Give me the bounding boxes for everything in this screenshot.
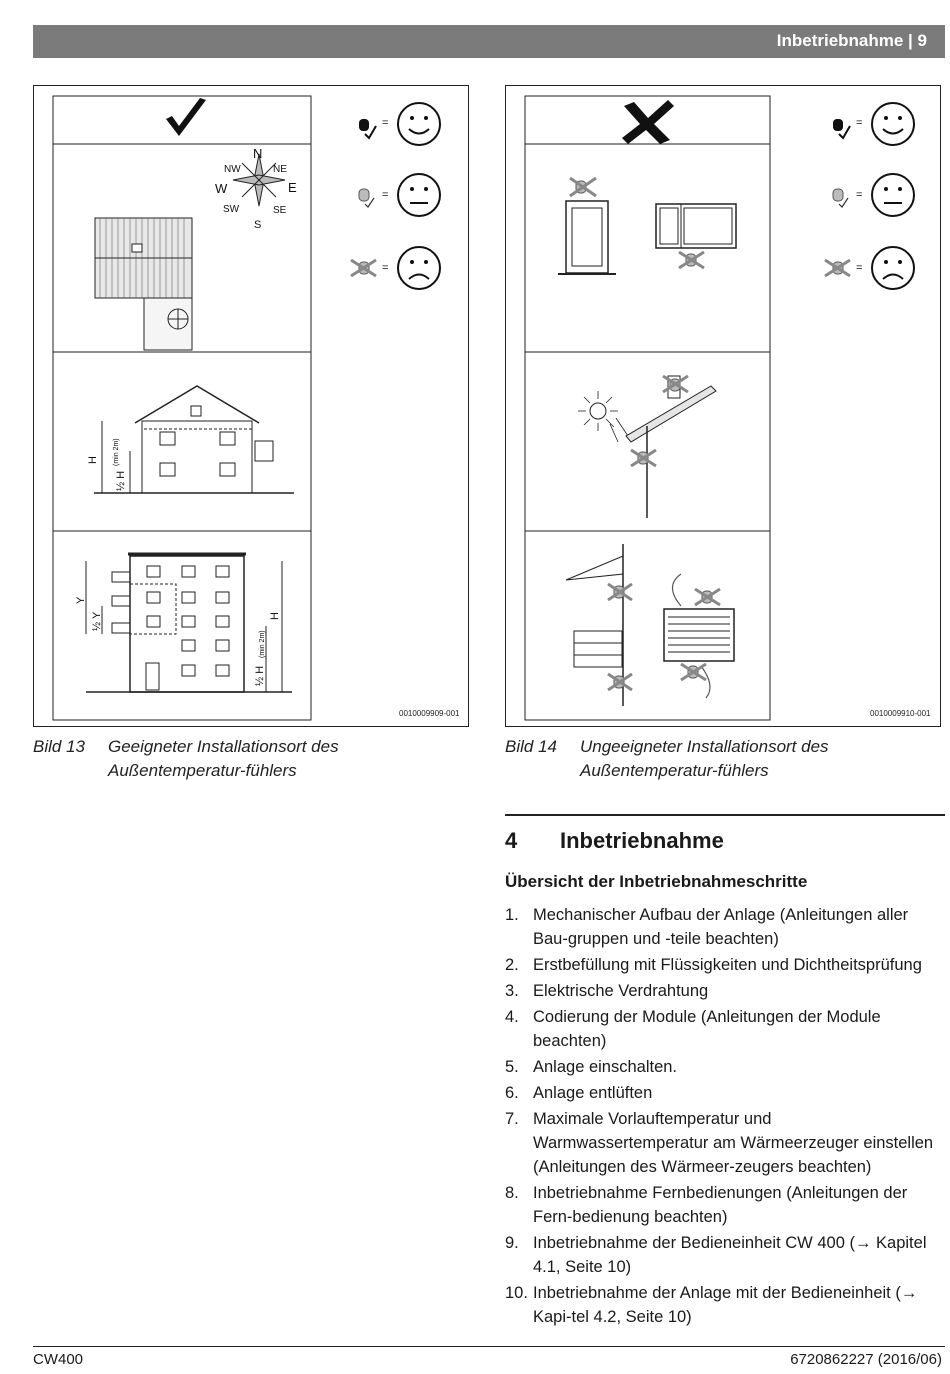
smiley-happy-icon xyxy=(872,103,914,145)
compass-w: W xyxy=(215,181,228,196)
section-subtitle: Übersicht der Inbetriebnahmeschritte xyxy=(505,872,808,891)
sensor-dark-check-icon xyxy=(359,119,376,138)
door-illustration xyxy=(558,178,616,274)
list-item-number: 8. xyxy=(505,1184,519,1202)
list-item-text: Anlage entlüften xyxy=(533,1084,653,1102)
list-item xyxy=(505,1055,945,1079)
list-item-text: Anlage einschalten. xyxy=(533,1058,678,1076)
sensor-crossed-icon xyxy=(825,260,850,276)
list-item-text: Codierung der Module (Anleitungen der Module beachten) xyxy=(533,1008,881,1050)
roof-illustration xyxy=(626,376,716,518)
list-item xyxy=(505,903,945,951)
footer-product: CW400 xyxy=(33,1351,84,1368)
list-item-text: Maximale Vorlauftemperatur und Warmwassertemperatur am Wärmeerzeuger einstellen (Anleitungen des Wärmeer-zeugers beachten) xyxy=(533,1110,934,1176)
list-item xyxy=(505,1181,945,1229)
header-bar xyxy=(33,25,945,58)
list-item-text: Inbetriebnahme Fernbedienungen (Anleitungen der Fern-bedienung beachten) xyxy=(533,1184,908,1226)
compass-e: E xyxy=(288,180,297,195)
compass-s: S xyxy=(254,219,262,231)
sensor-dark-check-icon xyxy=(833,119,850,138)
list-item xyxy=(505,1081,945,1105)
compass-n: N xyxy=(253,146,263,161)
list-item-text: Elektrische Verdrahtung xyxy=(533,982,709,1000)
list-item xyxy=(505,1231,945,1279)
section-number: 4 xyxy=(505,828,518,853)
smiley-sad-icon xyxy=(398,247,440,289)
list-item xyxy=(505,1005,945,1053)
list-item-text: Inbetriebnahme der Bedieneinheit CW 400 (→ Kapitel 4.1, Seite 10) xyxy=(533,1234,927,1276)
list-item-text: Inbetriebnahme der Anlage mit der Bedieneinheit (→ Kapi-tel 4.2, Seite 10) xyxy=(533,1284,918,1326)
figure-13 xyxy=(33,85,469,727)
caption-text: Ungeeigneter Installationsort des Außentemperatur-fühlers xyxy=(580,737,829,780)
label-h: H xyxy=(269,612,281,620)
header-title: Inbetriebnahme | 9 xyxy=(776,31,927,50)
eq-label: = xyxy=(856,189,863,201)
list-item-number: 7. xyxy=(505,1110,519,1128)
list-item xyxy=(505,1107,945,1179)
caption-text: Geeigneter Installationsort des Außentemperatur-fühlers xyxy=(108,737,339,780)
compass-se: SE xyxy=(273,205,287,216)
caption-number: Bild 14 xyxy=(505,737,557,756)
list-item-number: 5. xyxy=(505,1058,519,1076)
caption-number: Bild 13 xyxy=(33,737,85,756)
list-item-text: Erstbefüllung mit Flüssigkeiten und Dichtheitsprüfung xyxy=(533,956,922,974)
smiley-neutral-icon xyxy=(872,174,914,216)
list-item-number: 2. xyxy=(505,956,519,974)
eq-label: = xyxy=(382,189,389,201)
label-min: (min 2m) xyxy=(113,438,120,466)
sensor-crossed-icon xyxy=(351,260,376,276)
section-divider xyxy=(505,814,945,816)
steps-list xyxy=(505,903,945,1331)
label-h: H xyxy=(87,456,99,464)
sensor-light-check-icon xyxy=(833,189,848,207)
smiley-sad-icon xyxy=(872,247,914,289)
list-item-number: 10. xyxy=(505,1284,528,1302)
vent-illustration xyxy=(664,574,734,698)
compass-nw: NW xyxy=(224,164,241,175)
wall-balcony-illustration xyxy=(566,544,632,706)
figure-code: 0010009909-001 xyxy=(399,709,460,718)
eq-label: = xyxy=(856,117,863,129)
compass-ne: NE xyxy=(273,164,287,175)
house-top-view xyxy=(95,218,192,350)
compass-sw: SW xyxy=(223,204,240,215)
eq-label: = xyxy=(856,262,863,274)
list-item-number: 6. xyxy=(505,1084,519,1102)
sensor-light-check-icon xyxy=(359,189,374,207)
list-item-number: 3. xyxy=(505,982,519,1000)
large-check-icon xyxy=(166,98,206,136)
large-cross-icon xyxy=(622,100,674,144)
smiley-neutral-icon xyxy=(398,174,440,216)
list-item-number: 4. xyxy=(505,1008,519,1026)
eq-label: = xyxy=(382,117,389,129)
window-illustration xyxy=(656,204,736,268)
label-min: (min 2m) xyxy=(259,630,266,658)
eq-label: = xyxy=(382,262,389,274)
list-item xyxy=(505,979,945,1003)
section-title: Inbetriebnahme xyxy=(560,828,724,853)
footer-divider xyxy=(33,1346,945,1347)
list-item-number: 9. xyxy=(505,1234,519,1252)
figure-14 xyxy=(505,85,941,727)
compass-rose-icon xyxy=(233,154,285,206)
list-item-number: 1. xyxy=(505,906,519,924)
smiley-happy-icon xyxy=(398,103,440,145)
label-half-h: ½ H xyxy=(115,470,127,491)
list-item xyxy=(505,1281,945,1329)
footer-doc-number: 6720862227 (2016/06) xyxy=(790,1351,942,1368)
label-y: Y xyxy=(75,596,87,604)
list-item-text: Mechanischer Aufbau der Anlage (Anleitungen aller Bau-gruppen und -teile beachten) xyxy=(533,906,909,948)
list-item xyxy=(505,953,945,977)
label-half-h: ½ H xyxy=(254,665,266,686)
label-half-y: ½ Y xyxy=(91,611,103,631)
figure-code: 0010009910-001 xyxy=(870,709,931,718)
sun-icon xyxy=(578,391,628,442)
